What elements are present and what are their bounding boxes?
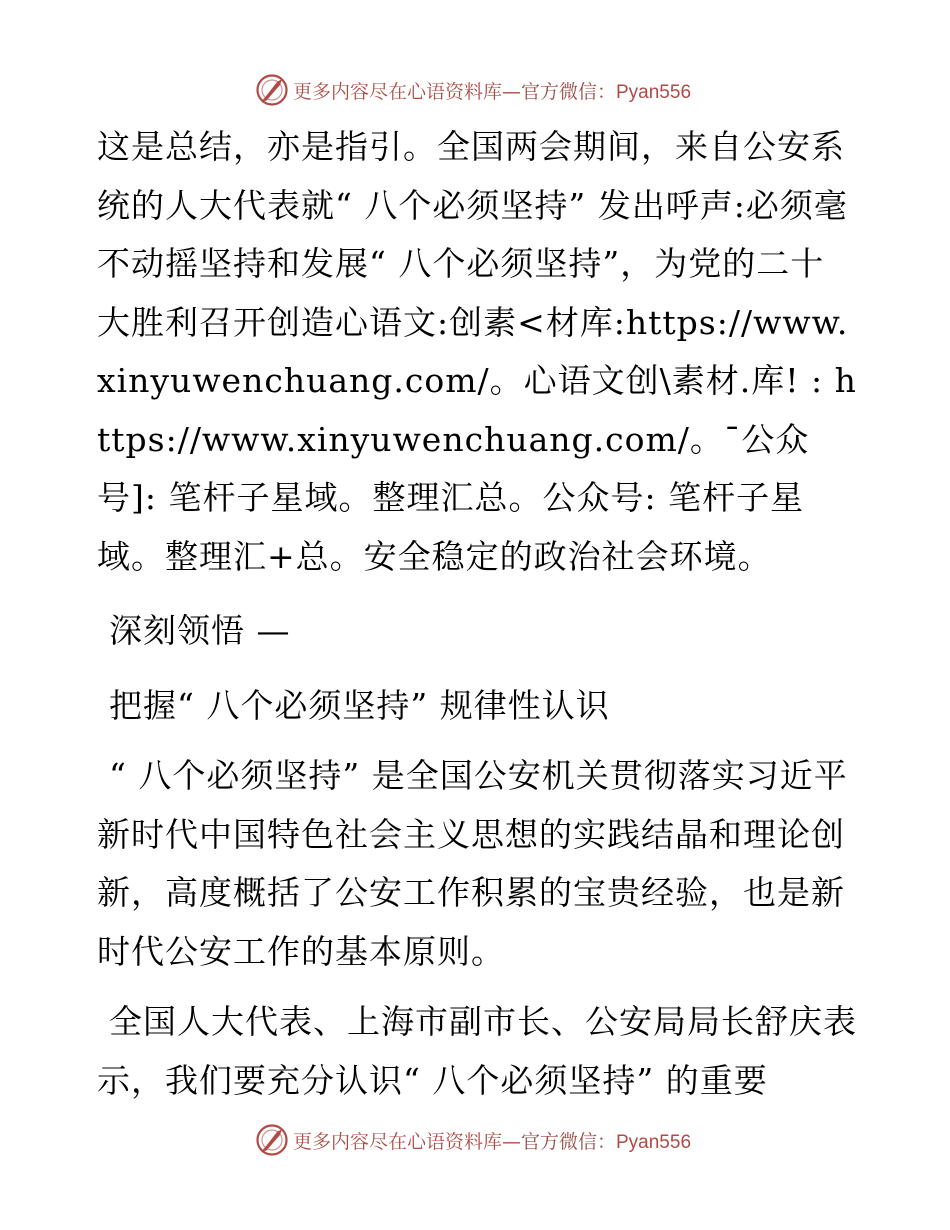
footer-banner	[0, 1120, 950, 1160]
banner-wechat-id: Pyan556	[616, 1131, 692, 1153]
document-body	[97, 118, 857, 1110]
paragraph-2: “ 八个必须坚持” 是全国公安机关贯彻落实习近平新时代中国特色社会主义思想的实践结晶和理论创新，高度概括了公安工作积累的宝贵经验，也是新时代公安工作的基本原则。	[97, 756, 848, 971]
banner-wechat-label: 官方微信：	[520, 1130, 616, 1153]
quill-logo-icon	[255, 73, 289, 107]
section-heading-1: 深刻领悟 —	[109, 611, 291, 650]
paragraph-3: 全国人大代表、上海市副市长、公安局局长舒庆表示，我们要充分认识“ 八个必须坚持” 的重要	[97, 1002, 857, 1100]
banner-wechat-label: 官方微信：	[520, 80, 616, 103]
banner-library-text: 更多内容尽在心语资料库—	[292, 1130, 521, 1153]
quill-logo-icon	[255, 1123, 289, 1157]
banner-wechat-id: Pyan556	[616, 81, 692, 103]
section-heading-2: 把握“ 八个必须坚持” 规律性认识	[109, 685, 610, 725]
paragraph-1: 这是总结，亦是指引。全国两会期间，来自公安系统的人大代表就“ 八个必须坚持” 发出呼声:必须毫不动摇坚持和发展“ 八个必须坚持”，为党的二十大胜利召开创造心语文:创素<材库:https://www.xinyuwenchuang.com/。心语文创\素材.库! : https://www.xinyuwenchuang.com/。¯公众号]: 笔杆子星域。整理汇总。公众号: 笔杆子星域。整理汇+总。安全稳定的政治社会环境。	[97, 127, 857, 576]
header-banner	[0, 70, 950, 110]
banner-library-text: 更多内容尽在心语资料库—	[292, 80, 521, 103]
banner-caption	[293, 1127, 691, 1154]
banner-caption	[293, 77, 691, 104]
